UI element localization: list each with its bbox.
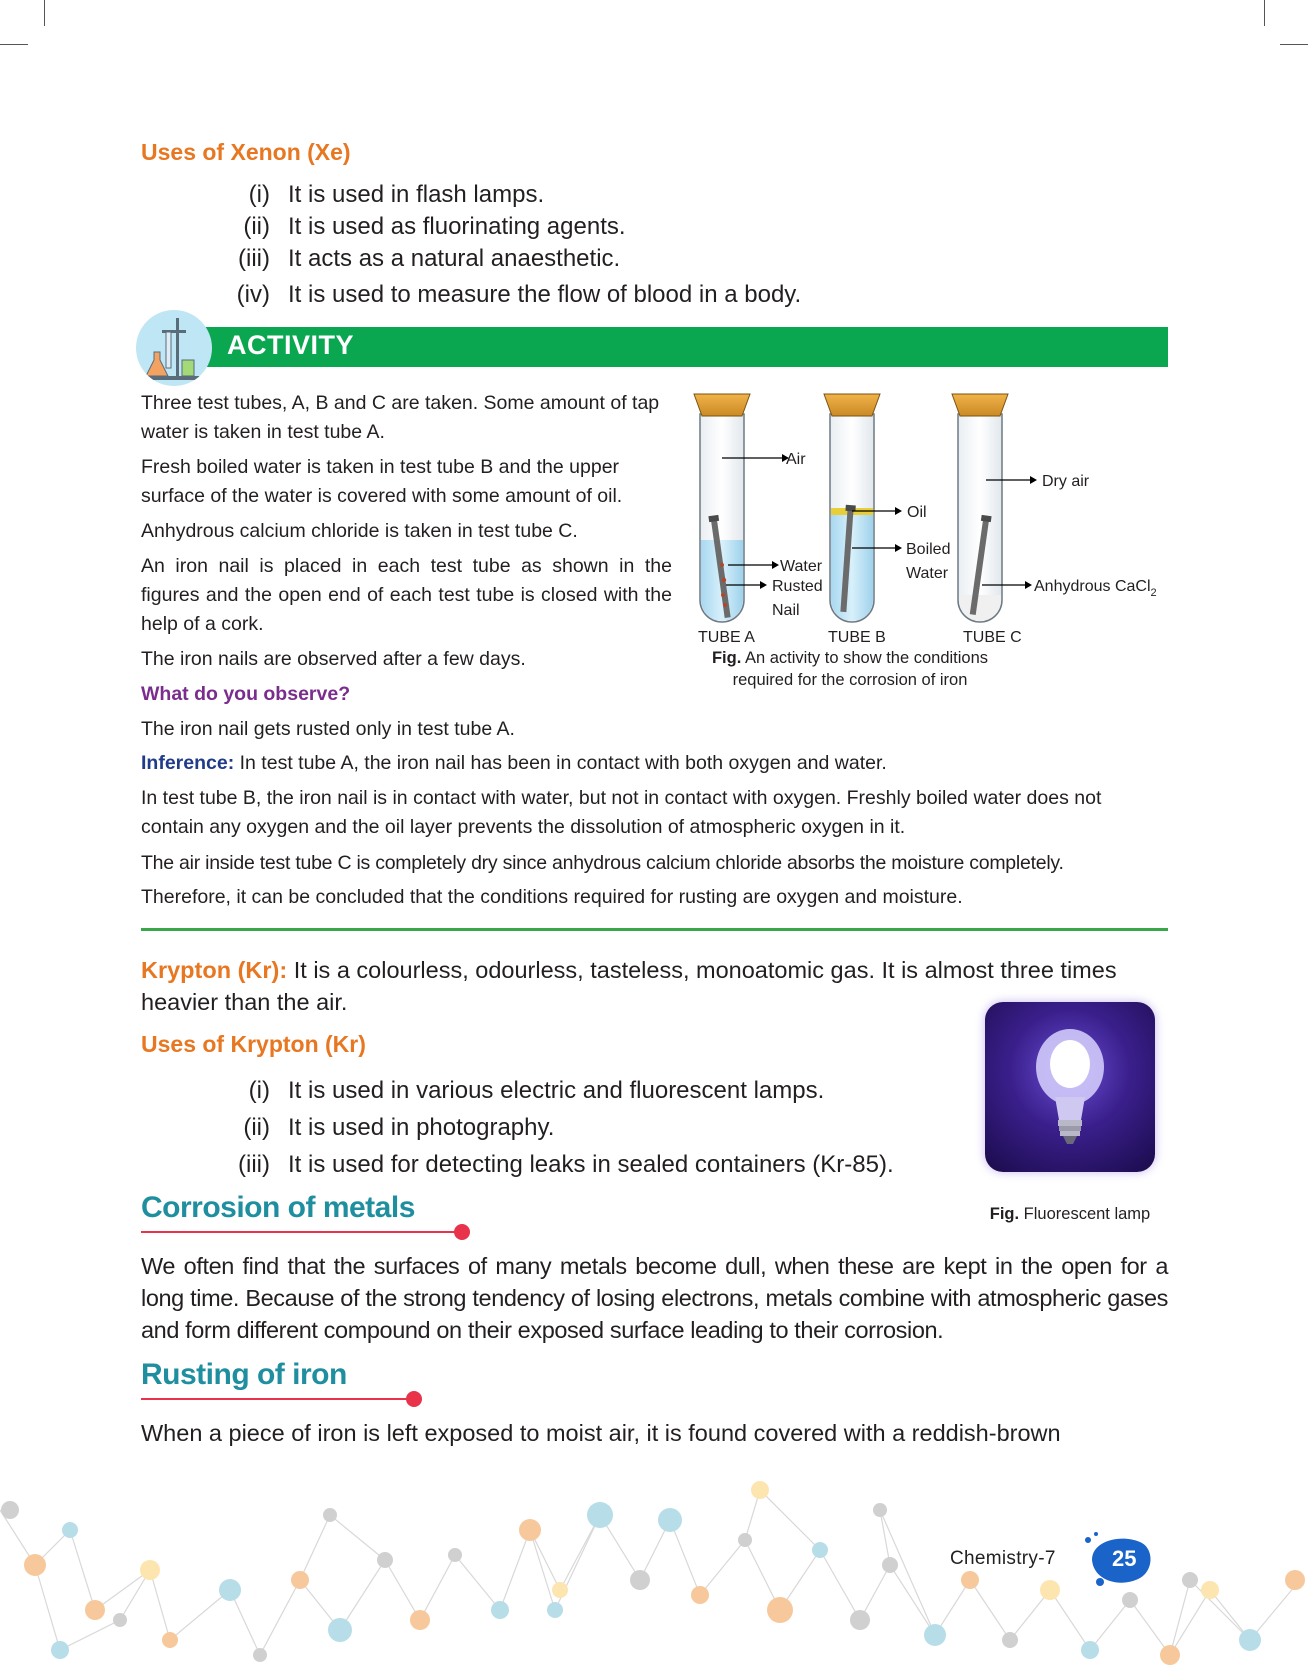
activity-paragraph: Three test tubes, A, B and C are taken. Some amount of tap water is taken in test tube A. (141, 392, 660, 443)
corrosion-heading: Corrosion of metals (141, 1191, 415, 1224)
lamp-caption (960, 1205, 1180, 1224)
page-number-badge (1082, 1530, 1156, 1590)
list-number: (ii) (243, 1114, 270, 1141)
list-text: It is used in various electric and fluorescent lamps. (288, 1077, 825, 1104)
rusting-heading: Rusting of iron (141, 1358, 347, 1391)
figure-caption (680, 647, 1020, 691)
list-item (200, 1072, 894, 1109)
xenon-uses-list (200, 179, 801, 311)
label-rusted: Rusted (772, 578, 823, 595)
list-text: It is used for detecting leaks in sealed containers (Kr-85). (288, 1151, 894, 1178)
caption-text: Fluorescent lamp (1019, 1205, 1151, 1223)
label-cacl-subscript: 2 (1150, 587, 1157, 599)
label-cacl: Anhydrous CaCl (1034, 578, 1151, 595)
crop-mark (1264, 0, 1265, 26)
tube-c (952, 394, 1008, 622)
list-number: (i) (248, 181, 270, 208)
list-item (200, 1146, 894, 1183)
question-heading: What do you observe? (141, 683, 351, 705)
tube-a (694, 394, 750, 622)
page-number: 25 (1112, 1546, 1137, 1571)
label-cacl2 (1034, 578, 1157, 599)
activity-paragraph: In test tube B, the iron nail is in contact with water, but not in contact with oxygen. Freshly boiled water does not contain any oxygen and the oil layer prevents the dissolution of atmospheric oxygen in it. (141, 787, 1102, 838)
xenon-uses-heading: Uses of Xenon (Xe) (141, 139, 351, 165)
tube-b (824, 394, 880, 622)
label-tube-c: TUBE C (963, 629, 1022, 646)
krypton-uses-list (200, 1072, 894, 1183)
list-text: It is used to measure the flow of blood in a body. (288, 281, 802, 308)
corrosion-paragraph: We often find that the surfaces of many metals become dull, when these are kept in the open for a long time. Because of the strong tendency of losing electrons, metals combine with atmospheric gases and form different compound on their exposed surface leading to their corrosion. (141, 1253, 1168, 1343)
activity-paragraph: The air inside test tube C is completely dry since anhydrous calcium chloride absorbs the moisture completely. (141, 852, 1064, 874)
label-boiled-water: Water (906, 565, 949, 582)
heading-underline (141, 1231, 463, 1233)
list-number: (iii) (238, 245, 270, 272)
krypton-uses-heading: Uses of Krypton (Kr) (141, 1031, 366, 1057)
caption-line2: required for the corrosion of iron (732, 671, 968, 689)
activity-title: ACTIVITY (227, 330, 355, 360)
lab-flask-icon (136, 310, 212, 386)
activity-paragraph: The iron nails are observed after a few days. (141, 648, 526, 670)
inference-label: Inference: (141, 752, 235, 774)
caption-line1: An activity to show the conditions (741, 649, 989, 667)
list-text: It acts as a natural anaesthetic. (288, 245, 621, 272)
label-tube-b: TUBE B (828, 629, 886, 646)
inference-line (141, 749, 1168, 778)
activity-paragraph: An iron nail is placed in each test tube as shown in the figures and the open end of each test tube is closed with the help of a cork. (141, 555, 672, 635)
list-item (200, 279, 801, 311)
heading-dot (454, 1224, 470, 1240)
rusting-paragraph: When a piece of iron is left exposed to moist air, it is found covered with a reddish-brown (141, 1420, 1061, 1446)
activity-paragraph: Anhydrous calcium chloride is taken in test tube C. (141, 520, 578, 542)
krypton-text: It is a colourless, odourless, tasteless, monoatomic gas. It is almost three times heavier than the air. (141, 957, 1117, 1015)
label-boiled: Boiled (906, 541, 951, 558)
fluorescent-lamp-image (985, 1002, 1155, 1172)
list-text: It is used in flash lamps. (288, 181, 545, 208)
list-number: (ii) (243, 213, 270, 240)
list-item (200, 179, 801, 211)
list-number: (i) (248, 1077, 270, 1104)
label-oil: Oil (907, 504, 927, 521)
list-number: (iii) (238, 1151, 270, 1178)
list-item (200, 243, 801, 275)
inference-text: In test tube A, the iron nail has been in contact with both oxygen and water. (234, 752, 887, 774)
label-water: Water (780, 558, 823, 575)
list-number: (iv) (236, 281, 270, 308)
list-text: It is used as fluorinating agents. (288, 213, 626, 240)
book-title: Chemistry-7 (946, 1548, 1060, 1570)
section-divider (141, 928, 1168, 931)
heading-dot (406, 1391, 422, 1407)
activity-paragraph: Fresh boiled water is taken in test tube B and the upper surface of the water is covered with some amount of oil. (141, 456, 623, 507)
label-air: Air (786, 451, 806, 468)
crop-mark (44, 0, 45, 26)
crop-mark (1280, 44, 1308, 45)
list-item (200, 1109, 894, 1146)
list-item (200, 211, 801, 243)
label-nail: Nail (772, 602, 800, 619)
label-tube-a: TUBE A (698, 629, 755, 646)
activity-paragraph: Therefore, it can be concluded that the conditions required for rusting are oxygen and moisture. (141, 886, 963, 908)
crop-mark (0, 44, 28, 45)
heading-underline (141, 1398, 416, 1400)
caption-label: Fig. (989, 1205, 1020, 1223)
test-tubes-figure (680, 390, 1180, 660)
caption-label: Fig. (711, 649, 742, 667)
list-text: It is used in photography. (288, 1114, 555, 1141)
krypton-label: Krypton (Kr): (141, 957, 288, 983)
observation-text: The iron nail gets rusted only in test tube A. (141, 718, 515, 740)
label-dry-air: Dry air (1042, 473, 1090, 490)
